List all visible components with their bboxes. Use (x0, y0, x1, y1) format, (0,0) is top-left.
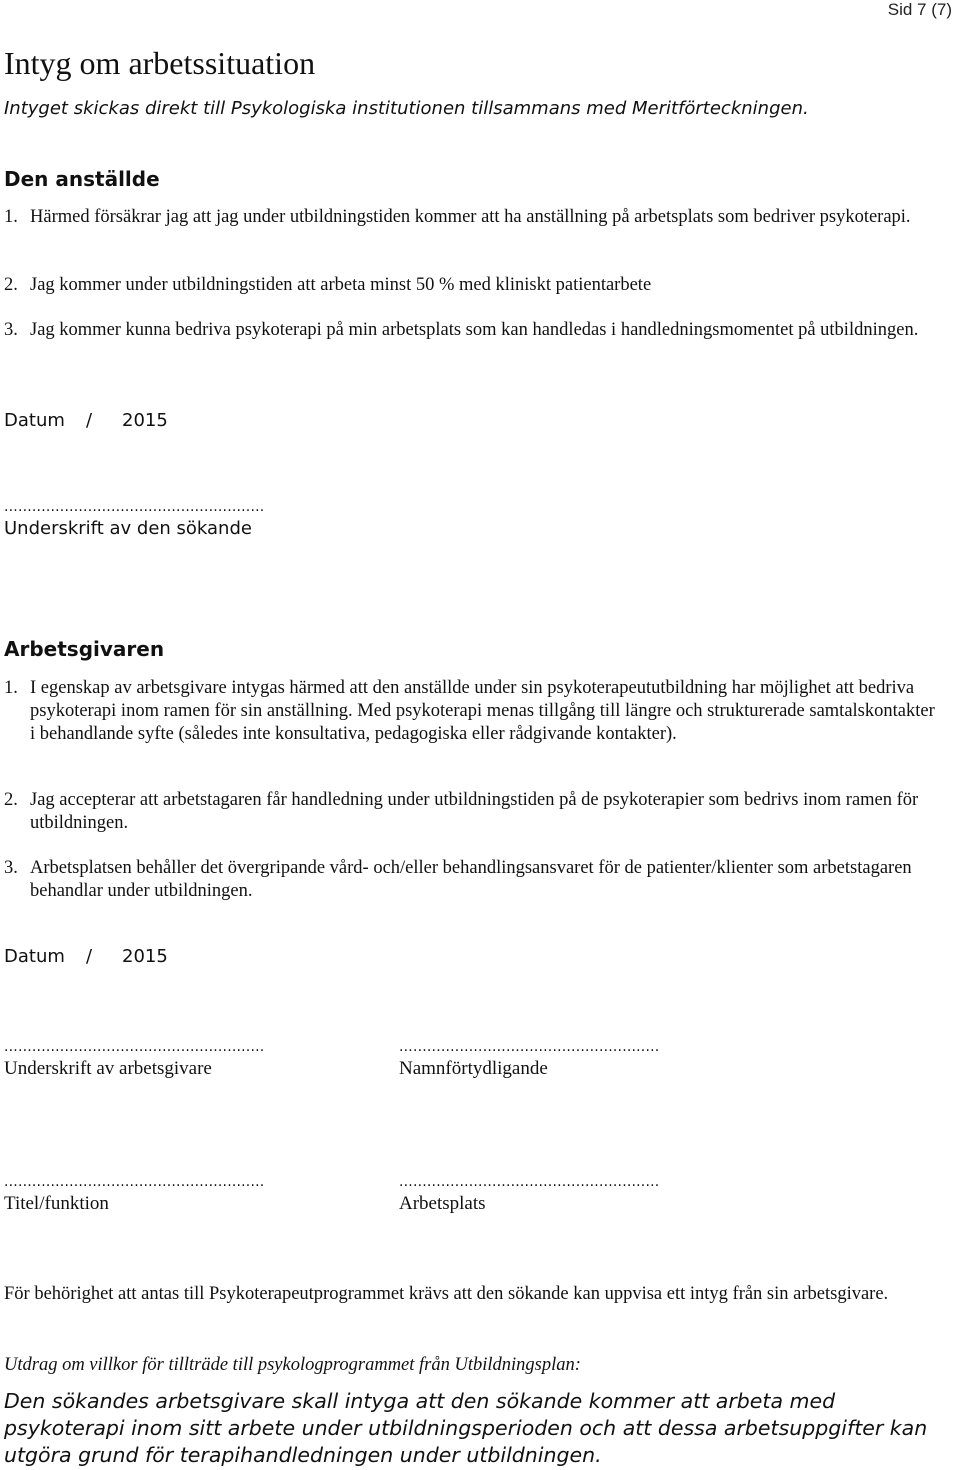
employer-heading: Arbetsgivaren (4, 637, 165, 661)
item-number: 3. (4, 858, 18, 878)
date-label: Datum (4, 410, 65, 431)
signature-line: ........................................................ (4, 1174, 265, 1190)
page-title: Intyg om arbetssituation (4, 45, 316, 81)
signature-line: ........................................................ (399, 1174, 660, 1190)
signature-label: Titel/funktion (4, 1193, 109, 1214)
employee-item-3 (4, 319, 944, 342)
employee-item-1 (4, 206, 944, 229)
item-text: I egenskap av arbetsgivare intygas härmed att den anställde under sin psykoterapeututbildning har möjlighet att bedriva psykoterapi inom ramen för sin anställning. Med psykoterapi menas tillgång till längre och strukturerade samtalskontakter i behandlande syfte (således inte konsultativa, pedagogiska eller rådgivande kontakter). (30, 678, 935, 744)
signature-line: ........................................................ (4, 499, 265, 515)
excerpt-heading: Utdrag om villkor för tillträde till psykologprogrammet från Utbildningsplan: (4, 1355, 581, 1375)
item-number: 2. (4, 275, 18, 295)
item-number: 2. (4, 790, 18, 810)
signature-label: Arbetsplats (399, 1193, 486, 1214)
employee-item-2 (4, 274, 944, 297)
employer-item-2 (4, 789, 944, 835)
item-text: Jag kommer kunna bedriva psykoterapi på min arbetsplats som kan handledas i handledningsmomentet på utbildningen. (30, 320, 919, 340)
date-year: 2015 (122, 946, 168, 967)
employer-signature-field[interactable] (4, 1040, 264, 1080)
employer-date-field[interactable] (4, 946, 168, 967)
item-text: Härmed försäkrar jag att jag under utbildningstiden kommer att ha anställning på arbetsplats som bedriver psykoterapi. (30, 207, 911, 227)
date-separator: / (86, 410, 93, 431)
signature-label: Underskrift av den sökande (4, 518, 252, 539)
item-text: Arbetsplatsen behåller det övergripande vård- och/eller behandlingsansvaret för de patienter/klienter som arbetstagaren behandlar under utbildningen. (30, 858, 912, 901)
employer-item-3 (4, 857, 944, 903)
date-year: 2015 (122, 410, 168, 431)
signature-label: Namnförtydligande (399, 1058, 548, 1079)
employee-date-field[interactable] (4, 410, 168, 431)
page-subtitle: Intyget skickas direkt till Psykologiska institutionen tillsammans med Meritförteckningen. (4, 98, 809, 119)
date-label: Datum (4, 946, 65, 967)
employer-item-1 (4, 677, 944, 746)
name-clarification-field[interactable] (399, 1040, 659, 1080)
item-number: 1. (4, 678, 18, 698)
page-number: Sid 7 (7) (887, 0, 952, 19)
date-separator: / (86, 946, 93, 967)
title-function-field[interactable] (4, 1175, 264, 1215)
excerpt-text: Den sökandes arbetsgivare skall intyga att den sökande kommer att arbeta med psykoterapi inom sitt arbete under utbildningsperioden och att dessa arbetsuppgifter kan utgöra grund för terapihandledningen under utbildningen. (4, 1389, 928, 1467)
signature-line: ........................................................ (4, 1039, 265, 1055)
signature-label: Underskrift av arbetsgivare (4, 1058, 212, 1079)
eligibility-note: För behörighet att antas till Psykoterapeutprogrammet krävs att den sökande kan uppvisa ett intyg från sin arbetsgivare. (4, 1284, 889, 1304)
employee-heading: Den anställde (4, 167, 160, 191)
item-number: 3. (4, 320, 18, 340)
item-text: Jag accepterar att arbetstagaren får handledning under utbildningstiden på de psykoterapier som bedrivs inom ramen för utbildningen. (30, 790, 919, 833)
item-text: Jag kommer under utbildningstiden att arbeta minst 50 % med kliniskt patientarbete (30, 275, 652, 295)
signature-line: ........................................................ (399, 1039, 660, 1055)
applicant-signature-field[interactable] (4, 500, 264, 539)
item-number: 1. (4, 207, 18, 227)
workplace-field[interactable] (399, 1175, 659, 1215)
